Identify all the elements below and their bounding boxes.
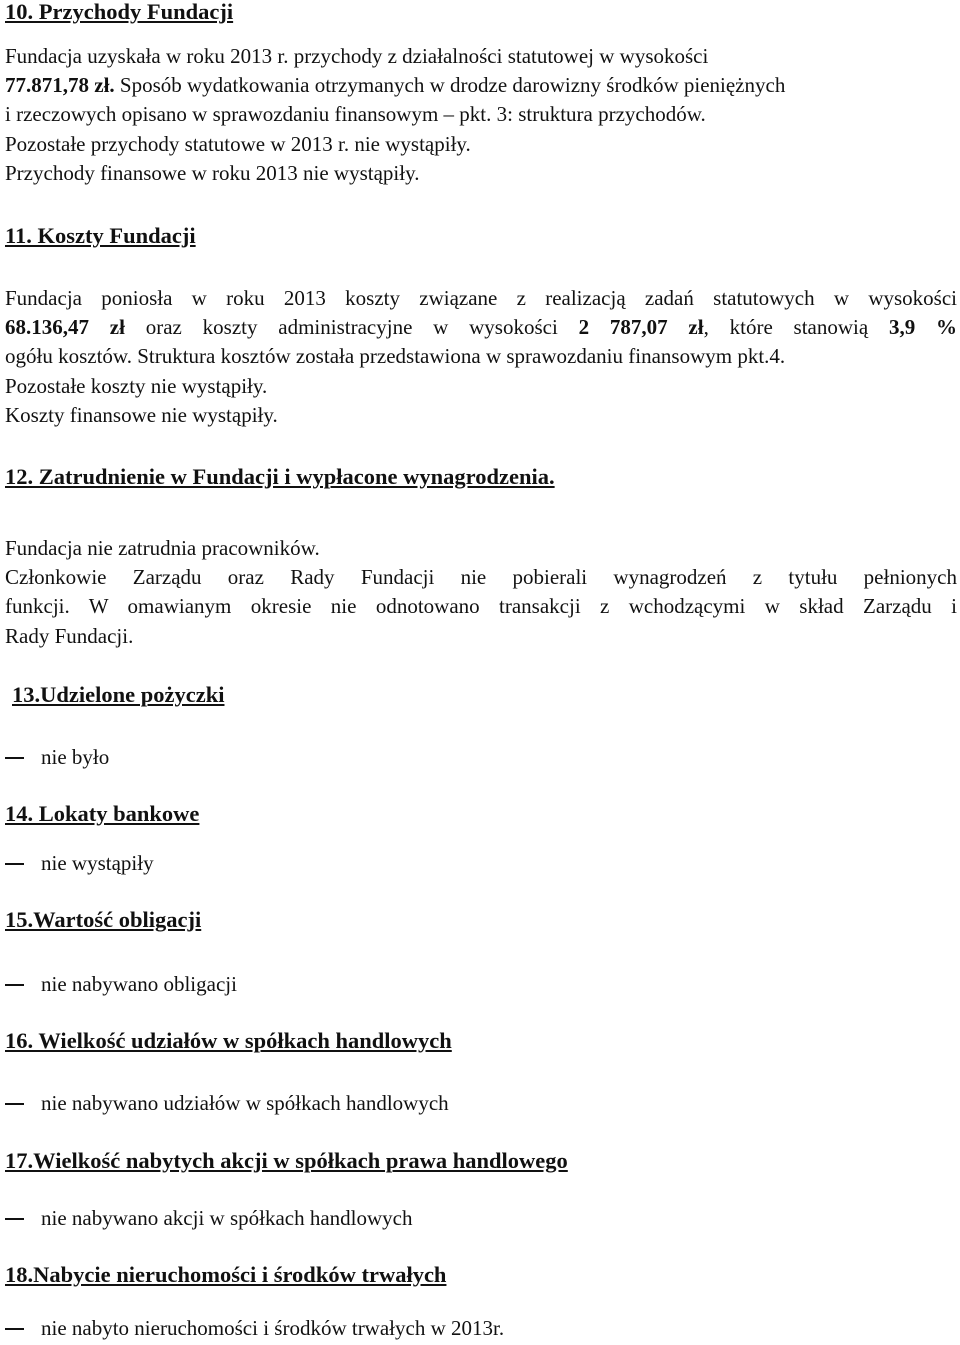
section-12-heading: 12. Zatrudnienie w Fundacji i wypłacone wynagrodzenia. [5, 464, 555, 489]
section-18-heading: 18.Nabycie nieruchomości i środków trwałych [5, 1262, 447, 1287]
section-15-heading: 15.Wartość obligacji [5, 907, 202, 932]
section-11-line-1: Fundacja poniosła w roku 2013 koszty związane z realizacją zadań statutowych w wysokości [5, 286, 957, 310]
section-11-line-5: Koszty finansowe nie wystąpiły. [5, 402, 278, 427]
section-10-line-1: Fundacja uzyskała w roku 2013 r. przychody z działalności statutowej w wysokości [5, 44, 709, 68]
income-amount: 77.871,78 zł. [5, 73, 115, 98]
section-11-line-2 [5, 313, 957, 342]
dash-bullet [5, 984, 24, 986]
section-17-item-text: nie nabywano akcji w spółkach handlowych [41, 1206, 413, 1230]
section-15-item-text: nie nabywano obligacji [41, 972, 237, 996]
statutory-costs-amount: 68.136,47 zł [5, 315, 125, 340]
section-12-line-1: Fundacja nie zatrudnia pracowników. [5, 536, 320, 560]
dash-bullet [5, 863, 24, 865]
section-13-heading: 13.Udzielone pożyczki [12, 682, 225, 707]
section-13-item-text: nie było [41, 745, 110, 769]
section-14-item-text: nie wystąpiły [41, 851, 154, 875]
dash-bullet [5, 1328, 24, 1330]
section-11-line-2-text: oraz koszty administracyjne w wysokości [124, 315, 579, 340]
admin-costs-amount: 2 787,07 zł [578, 315, 704, 340]
section-11-line-3: ogółu kosztów. Struktura kosztów została przedstawiona w sprawozdaniu finansowym pkt.4. [5, 344, 786, 369]
section-10-line-4: Pozostałe przychody statutowe w 2013 r. nie wystąpiły. [5, 131, 471, 156]
section-12-line-3: funkcji. W omawianym okresie nie odnotowano transakcji z wchodzącymi w skład Zarządu i [5, 594, 957, 619]
dash-bullet [5, 1103, 24, 1105]
admin-costs-percent: 3,9 % [888, 315, 958, 340]
section-11-heading: 11. Koszty Fundacji [5, 223, 196, 248]
section-11-body [5, 284, 957, 430]
section-10-line-2 [5, 71, 957, 100]
section-17-heading: 17.Wielkość nabytych akcji w spółkach prawa handlowego [5, 1148, 568, 1173]
section-10-body [5, 42, 957, 188]
section-10-line-2-text: Sposób wydatkowania otrzymanych w drodze darowizny środków pieniężnych [114, 73, 786, 98]
dash-bullet [5, 757, 24, 759]
section-12-line-4: Rady Fundacji. [5, 623, 134, 648]
section-10-heading: 10. Przychody Fundacji [5, 0, 234, 24]
section-12-line-2: Członkowie Zarządu oraz Rady Fundacji nie pobierali wynagrodzeń z tytułu pełnionych [5, 565, 957, 590]
section-16-item-text: nie nabywano udziałów w spółkach handlowych [41, 1091, 449, 1115]
section-10-line-5: Przychody finansowe w roku 2013 nie wystąpiły. [5, 160, 420, 185]
section-11-line-4: Pozostałe koszty nie wystąpiły. [5, 373, 268, 398]
section-12-body [5, 534, 957, 651]
section-14-heading: 14. Lokaty bankowe [5, 801, 200, 826]
section-11-line-2-text-2: , które stanowią [703, 315, 889, 340]
section-10-line-3: i rzeczowych opisano w sprawozdaniu finansowym – pkt. 3: struktura przychodów. [5, 102, 706, 127]
section-16-heading: 16. Wielkość udziałów w spółkach handlowych [5, 1028, 452, 1053]
dash-bullet [5, 1218, 24, 1220]
section-18-item-text: nie nabyto nieruchomości i środków trwałych w 2013r. [41, 1316, 505, 1340]
